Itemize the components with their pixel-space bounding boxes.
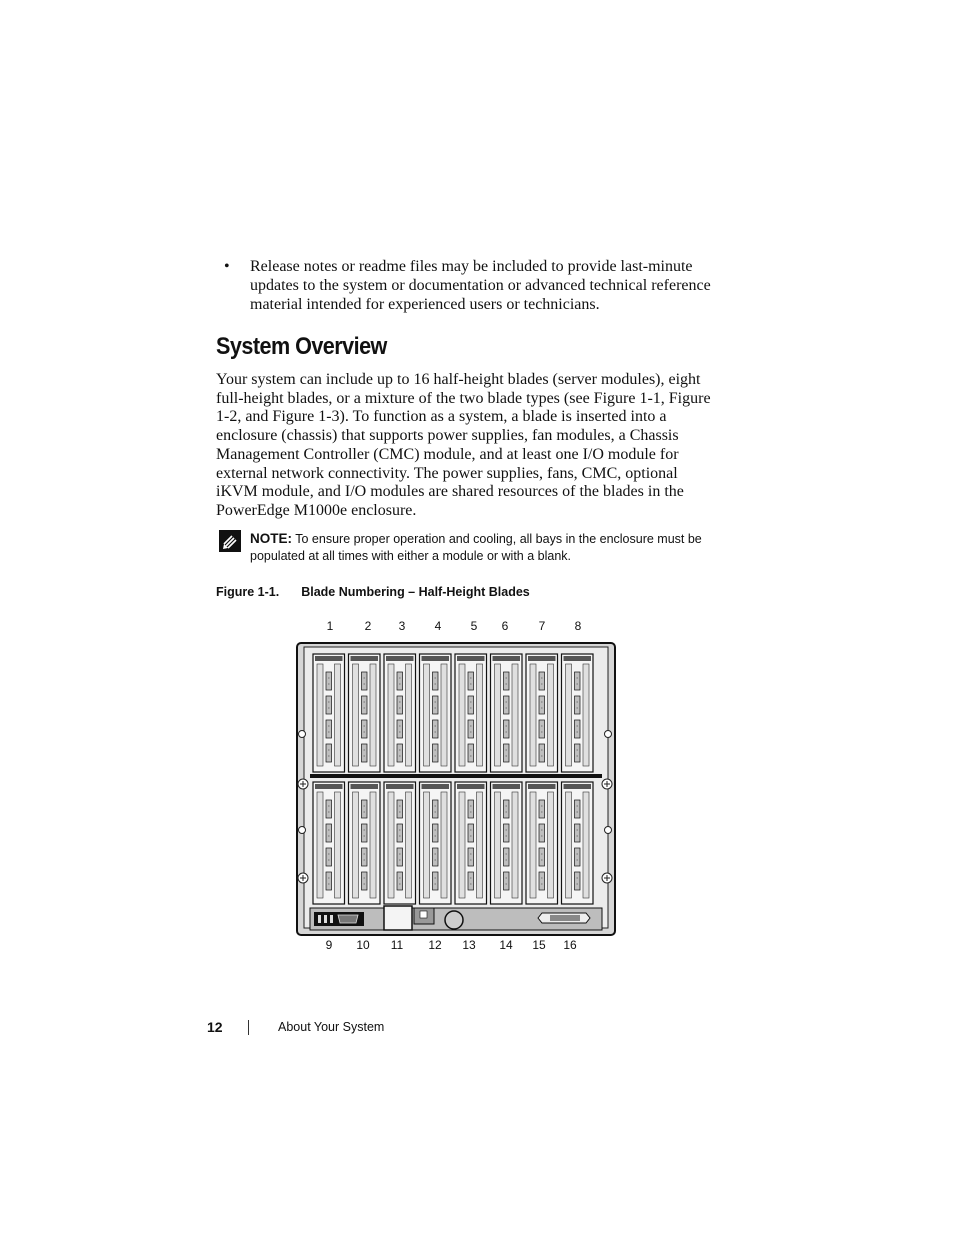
bay-number-top: 3 [398,619,406,633]
page-number: 12 [207,1019,223,1035]
blade-enclosure-illustration [296,642,616,936]
footer-divider [248,1020,249,1035]
bay-number-bottom: 16 [563,938,577,952]
bay-number-top: 5 [470,619,478,633]
blade-module [313,654,345,772]
bay-number-bottom: 13 [462,938,476,952]
bay-number-bottom: 12 [428,938,442,952]
chassis-screw-icon [299,731,306,738]
blade-module [313,782,345,904]
figure-caption [216,585,530,599]
chassis-screw-icon [299,827,306,834]
chassis-screw-icon [605,731,612,738]
bay-number-top: 6 [501,619,509,633]
section-heading: System Overview [216,333,387,360]
blade-module [384,654,416,772]
blade-module [349,654,381,772]
blade-module [526,782,558,904]
bay-number-top: 7 [538,619,546,633]
blade-module [526,654,558,772]
bay-number-bottom: 14 [499,938,513,952]
blade-module [420,782,452,904]
chassis-screw-icon [605,827,612,834]
blade-module [562,654,594,772]
control-panel [310,906,602,930]
blade-module [349,782,381,904]
blade-module [384,782,416,904]
note-pencil-icon [219,530,241,552]
footer-chapter-title: About Your System [278,1020,385,1034]
note-text [250,530,716,565]
bay-number-top: 4 [434,619,442,633]
bay-number-bottom: 10 [356,938,370,952]
note-box [216,530,716,565]
note-body: To ensure proper operation and cooling, all bays in the enclosure must be populated at all times with either a module or with a blank. [250,532,702,563]
bay-number-bottom: 9 [325,938,333,952]
bullet-symbol: • [224,258,230,275]
blade-module [420,654,452,772]
bay-number-top: 2 [364,619,372,633]
blade-module [491,782,523,904]
figure-number: Figure 1-1. [216,585,280,599]
blade-module [455,782,487,904]
bullet-item [224,258,724,314]
bay-number-bottom: 11 [390,938,404,952]
figure-title: Blade Numbering – Half-Height Blades [301,585,530,599]
bay-number-top: 1 [326,619,334,633]
note-label: NOTE: [250,531,292,546]
blade-module [455,654,487,772]
blade-module [491,654,523,772]
bay-number-bottom: 15 [532,938,546,952]
body-paragraph: Your system can include up to 16 half-height blades (server modules), eight full-height blades, or a mixture of the two blade types (see Figure 1-1, Figure 1-2, and Figure 1-3). To function as a system, a blade is inserted into a enclosure (chassis) that supports power supplies, fan modules, a Chassis Management Controller (CMC) module, and at least one I/O module for external network connectivity. The power supplies, fans, CMC, optional iKVM module, and I/O modules are shared resources of the blades in the PowerEdge M1000e enclosure. [216,371,711,519]
bullet-text: Release notes or readme files may be included to provide last-minute updates to the system or documentation or advanced technical reference material intended for experienced users or technicians. [250,258,711,313]
bay-number-top: 8 [574,619,582,633]
blade-module [562,782,594,904]
